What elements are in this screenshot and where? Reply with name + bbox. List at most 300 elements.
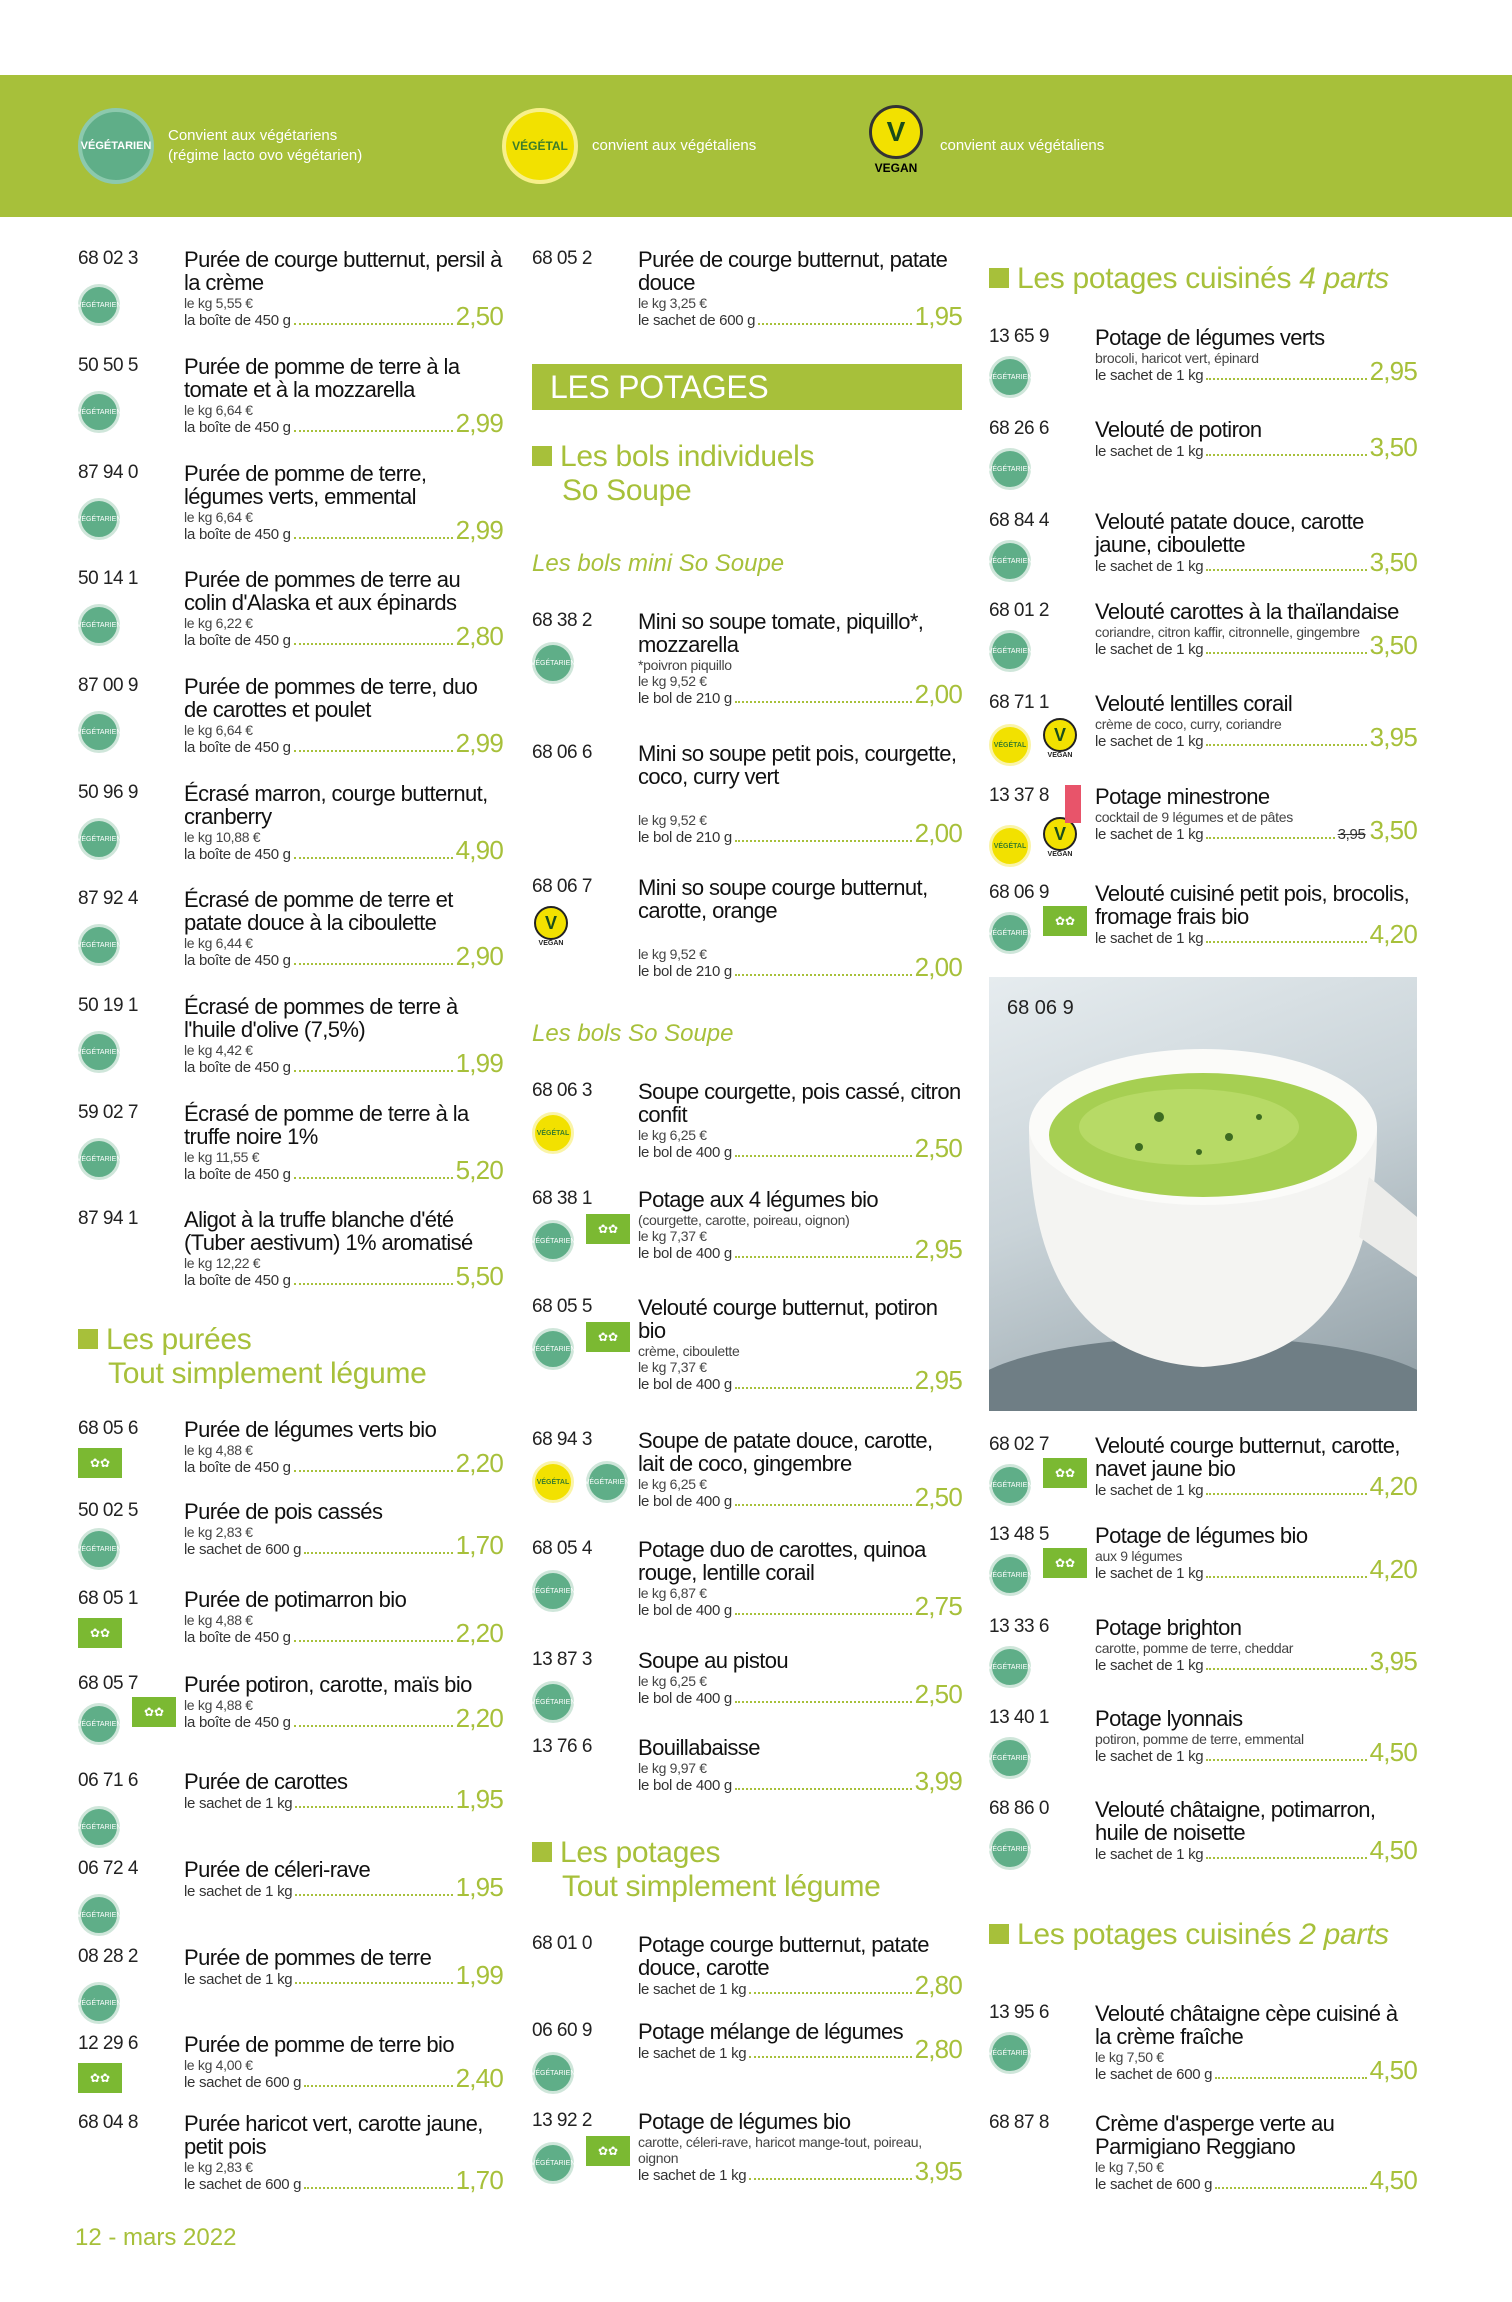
product-code: 50 02 5	[78, 1500, 138, 1521]
price-row	[184, 837, 503, 863]
product-unit: la boîte de 450 g	[184, 1629, 291, 1646]
vegetarien-icon: VÉGÉTARIEN	[989, 1464, 1031, 1506]
price-row	[184, 2065, 503, 2091]
product-unit: la boîte de 450 g	[184, 1166, 291, 1183]
product-code: 68 05 2	[532, 248, 592, 269]
product-name: Velouté courge butternut, potiron bio	[638, 1295, 938, 1343]
product-note: crème, ciboulette	[638, 1343, 740, 1359]
product-code: 68 02 7	[989, 1434, 1049, 1455]
product-name: Velouté de potiron	[1095, 417, 1262, 442]
vegan-icon: V VEGAN	[532, 906, 570, 952]
vegetarien-icon: VÉGÉTARIEN	[989, 1737, 1031, 1779]
product-price: 4,20	[1369, 1471, 1417, 1501]
product-name: Crème d'asperge verte au Parmigiano Reggiano	[1095, 2111, 1335, 2159]
product-code: 68 05 1	[78, 1588, 138, 1609]
product-unit: le sachet de 1 kg	[184, 1971, 293, 1988]
product-note: carotte, céleri-rave, haricot mange-tout, poireau, oignon	[638, 2134, 922, 2166]
page-number: 12	[75, 2224, 102, 2251]
product-price: 4,50	[1369, 1737, 1417, 1767]
product-price: 1,95	[914, 301, 962, 331]
price-row	[638, 1367, 962, 1393]
price-row	[638, 1135, 962, 1161]
product-name: Purée de courge butternut, patate douce	[638, 247, 948, 295]
page-footer	[75, 2224, 236, 2252]
price-row	[1095, 434, 1417, 460]
vegetarien-icon: VÉGÉTARIEN	[532, 2052, 574, 2094]
product-price: 1,99	[455, 1048, 503, 1078]
product-price-per-kg: le kg 5,55 €	[184, 295, 253, 311]
product-code: 06 72 4	[78, 1858, 138, 1879]
product-name: Purée de céleri-rave	[184, 1857, 371, 1882]
promo-marker	[1065, 785, 1081, 823]
product-name: Potage minestrone	[1095, 784, 1270, 809]
vegetarien-icon: VÉGÉTARIEN	[532, 1681, 574, 1723]
product-price: 4,50	[1369, 2165, 1417, 2195]
product-name: Écrasé de pomme de terre et patate douce à la ciboulette	[184, 887, 453, 935]
product-code: 68 04 8	[78, 2112, 138, 2133]
product-name: Potage aux 4 légumes bio	[638, 1187, 878, 1212]
product-price: 5,50	[455, 1261, 503, 1291]
product-code: 13 87 3	[532, 1649, 592, 1670]
vegetarien-icon: VÉGÉTARIEN	[78, 1806, 120, 1848]
subsection-mini-so-soupe: Les bols mini So Soupe	[532, 550, 785, 577]
vegetarien-icon: VÉGÉTARIEN	[989, 912, 1031, 954]
product-code: 68 86 0	[989, 1798, 1049, 1819]
product-code: 13 95 6	[989, 2002, 1049, 2023]
product-code: 59 02 7	[78, 1102, 138, 1123]
product-name: Velouté cuisiné petit pois, brocolis, fromage frais bio	[1095, 881, 1410, 929]
product-code: 50 50 5	[78, 355, 138, 376]
product-price: 2,90	[455, 941, 503, 971]
product-code: 13 40 1	[989, 1707, 1049, 1728]
product-note: brocoli, haricot vert, épinard	[1095, 350, 1259, 366]
product-unit: le sachet de 1 kg	[1095, 826, 1204, 843]
product-name: Soupe au pistou	[638, 1648, 789, 1673]
price-row	[1095, 2057, 1417, 2083]
product-name: Potage lyonnais	[1095, 1706, 1243, 1731]
bio-label-icon: ✿✿	[1043, 906, 1087, 936]
product-name: Mini so soupe tomate, piquillo*, mozzarella	[638, 609, 924, 657]
price-row	[184, 1874, 503, 1900]
product-unit: le sachet de 1 kg	[1095, 1846, 1204, 1863]
vegetarien-icon: VÉGÉTARIEN	[532, 1220, 574, 1262]
bio-label-icon: ✿✿	[1043, 1458, 1087, 1488]
product-price: 2,80	[455, 621, 503, 651]
product-price-per-kg: le kg 6,64 €	[184, 402, 253, 418]
product-code: 68 02 3	[78, 248, 138, 269]
vegetal-icon: VÉGÉTAL	[532, 1461, 574, 1503]
product-code: 68 87 8	[989, 2112, 1049, 2133]
product-price-per-kg: le kg 6,64 €	[184, 722, 253, 738]
vegetarien-icon: VÉGÉTARIEN	[78, 924, 120, 966]
price-row	[184, 2167, 503, 2193]
product-unit: la boîte de 450 g	[184, 1272, 291, 1289]
product-price: 1,99	[455, 1960, 503, 1990]
section-title-line-2: Tout simplement légume	[108, 1357, 427, 1390]
product-price-per-kg: le kg 9,97 €	[638, 1760, 707, 1776]
product-unit: la boîte de 450 g	[184, 1459, 291, 1476]
product-price: 3,95	[914, 2156, 962, 2186]
product-unit: le sachet de 1 kg	[184, 1883, 293, 1900]
product-name: Purée de légumes verts bio	[184, 1417, 437, 1442]
price-row	[638, 2036, 962, 2062]
product-code: 68 71 1	[989, 692, 1049, 713]
product-note: potiron, pomme de terre, emmental	[1095, 1731, 1304, 1747]
product-unit: le sachet de 600 g	[184, 2074, 302, 2091]
product-name: Purée de pommes de terre au colin d'Alaska et aux épinards	[184, 567, 461, 615]
product-code: 13 48 5	[989, 1524, 1049, 1545]
product-price: 2,95	[914, 1234, 962, 1264]
product-code: 13 92 2	[532, 2110, 592, 2131]
product-code: 68 05 7	[78, 1673, 138, 1694]
product-price: 1,70	[455, 2165, 503, 2195]
section-title-line-1: Les purées	[106, 1323, 252, 1356]
product-price: 3,50	[1369, 815, 1417, 845]
product-name: Écrasé de pommes de terre à l'huile d'olive (7,5%)	[184, 994, 458, 1042]
product-code: 08 28 2	[78, 1946, 138, 1967]
price-row	[184, 1050, 503, 1076]
bio-label-icon: ✿✿	[586, 1214, 630, 1244]
product-note: carotte, pomme de terre, cheddar	[1095, 1640, 1294, 1656]
price-row	[1095, 632, 1417, 658]
legend-banner	[0, 75, 1512, 217]
product-price-per-kg: le kg 12,22 €	[184, 1255, 261, 1271]
section-title-line-1: Les potages cuisinés	[1017, 262, 1292, 295]
product-price-per-kg: le kg 7,50 €	[1095, 2049, 1164, 2065]
product-price: 2,50	[914, 1133, 962, 1163]
price-row	[184, 623, 503, 649]
product-unit: le sachet de 1 kg	[638, 1981, 747, 1998]
price-row	[638, 2158, 962, 2184]
product-unit: la boîte de 450 g	[184, 1059, 291, 1076]
product-price: 3,50	[1369, 432, 1417, 462]
product-name: Potage courge butternut, patate douce, carotte	[638, 1932, 929, 1980]
price-row	[184, 1620, 503, 1646]
price-row	[1095, 817, 1417, 843]
price-row	[184, 1450, 503, 1476]
section-title-line-1: Les potages	[560, 1836, 721, 1869]
product-code: 06 60 9	[532, 2020, 592, 2041]
product-code: 68 01 2	[989, 600, 1049, 621]
product-unit: le sachet de 600 g	[1095, 2066, 1213, 2083]
price-row	[184, 1157, 503, 1183]
product-unit: la boîte de 450 g	[184, 1714, 291, 1731]
product-unit: la boîte de 450 g	[184, 419, 291, 436]
product-price-per-kg: le kg 6,25 €	[638, 1673, 707, 1689]
price-row	[1095, 2167, 1417, 2193]
product-name: Purée de pomme de terre bio	[184, 2032, 454, 2057]
price-row	[1095, 1556, 1417, 1582]
product-name: Purée de pois cassés	[184, 1499, 383, 1524]
product-price-per-kg: le kg 4,88 €	[184, 1697, 253, 1713]
price-row	[1095, 549, 1417, 575]
product-code: 68 06 6	[532, 742, 592, 763]
vegetarien-icon: VÉGÉTARIEN	[78, 1982, 120, 2024]
vegetarien-icon: VÉGÉTARIEN	[78, 108, 154, 184]
vegetarien-icon: VÉGÉTARIEN	[532, 1328, 574, 1370]
product-price: 2,20	[455, 1448, 503, 1478]
product-code: 13 65 9	[989, 326, 1049, 347]
product-code: 13 37 8	[989, 785, 1049, 806]
old-price: 3,95	[1337, 826, 1366, 843]
product-price-per-kg: le kg 6,25 €	[638, 1476, 707, 1492]
product-price: 1,95	[455, 1872, 503, 1902]
vegetarien-icon: VÉGÉTARIEN	[78, 1894, 120, 1936]
product-unit: le sachet de 1 kg	[1095, 733, 1204, 750]
price-row	[638, 1593, 962, 1619]
product-note: *poivron piquillo	[638, 657, 732, 673]
product-price: 2,50	[914, 1482, 962, 1512]
product-code: 13 33 6	[989, 1616, 1049, 1637]
product-price: 4,20	[1369, 1554, 1417, 1584]
product-unit: le bol de 210 g	[638, 963, 732, 980]
vegetal-icon: VÉGÉTAL	[532, 1112, 574, 1154]
price-row	[1095, 724, 1417, 750]
product-price-per-kg: le kg 4,00 €	[184, 2057, 253, 2073]
product-code: 87 92 4	[78, 888, 138, 909]
product-code: 68 26 6	[989, 418, 1049, 439]
vegetarien-icon: VÉGÉTARIEN	[586, 1461, 628, 1503]
product-unit: le bol de 400 g	[638, 1144, 732, 1161]
product-code: 68 06 9	[989, 882, 1049, 903]
product-price: 4,20	[1369, 919, 1417, 949]
product-price: 2,95	[1369, 356, 1417, 386]
price-row	[184, 517, 503, 543]
product-price: 3,95	[1369, 722, 1417, 752]
product-unit: la boîte de 450 g	[184, 739, 291, 756]
product-code: 68 38 1	[532, 1188, 592, 1209]
product-unit: le sachet de 1 kg	[1095, 1657, 1204, 1674]
price-row	[184, 1962, 503, 1988]
product-price: 2,95	[914, 1365, 962, 1395]
product-unit: le bol de 210 g	[638, 690, 732, 707]
product-name: Écrasé de pomme de terre à la truffe noire 1%	[184, 1101, 469, 1149]
vegetarien-icon: VÉGÉTARIEN	[78, 1138, 120, 1180]
price-row	[184, 1263, 503, 1289]
price-row	[184, 943, 503, 969]
product-code: 68 94 3	[532, 1429, 592, 1450]
product-price: 1,95	[455, 1784, 503, 1814]
section-bar-les-potages: LES POTAGES	[532, 364, 962, 410]
vegetarien-icon: VÉGÉTARIEN	[989, 1554, 1031, 1596]
product-name: Velouté châtaigne, potimarron, huile de noisette	[1095, 1797, 1376, 1845]
product-unit: le sachet de 1 kg	[184, 1795, 293, 1812]
section-title-parts: 4 parts	[1299, 262, 1389, 295]
vegan-icon: V VEGAN	[866, 105, 926, 187]
section-title	[989, 262, 1389, 296]
product-price-per-kg: le kg 7,37 €	[638, 1228, 707, 1244]
vegetarien-icon: VÉGÉTARIEN	[532, 1570, 574, 1612]
product-code: 50 19 1	[78, 995, 138, 1016]
price-row	[638, 681, 962, 707]
product-price-per-kg: le kg 4,42 €	[184, 1042, 253, 1058]
product-name: Potage duo de carottes, quinoa rouge, lentille corail	[638, 1537, 926, 1585]
product-name: Potage de légumes verts	[1095, 325, 1325, 350]
product-code: 12 29 6	[78, 2033, 138, 2054]
product-price: 2,50	[914, 1679, 962, 1709]
vegetarien-icon: VÉGÉTARIEN	[78, 1703, 120, 1745]
product-code: 87 94 0	[78, 462, 138, 483]
product-code: 68 05 4	[532, 1538, 592, 1559]
product-price-per-kg: le kg 7,50 €	[1095, 2159, 1164, 2175]
legend-vegan-text: convient aux végétaliens	[940, 137, 1105, 154]
price-row	[638, 954, 962, 980]
product-unit: le sachet de 600 g	[1095, 2176, 1213, 2193]
product-price: 2,99	[455, 515, 503, 545]
section-title-line-2: Tout simplement légume	[562, 1870, 881, 1903]
product-unit: le bol de 400 g	[638, 1245, 732, 1262]
price-row	[638, 303, 962, 329]
product-unit: le sachet de 1 kg	[638, 2167, 747, 2184]
price-row	[1095, 358, 1417, 384]
product-price: 2,50	[455, 301, 503, 331]
product-price: 2,99	[455, 728, 503, 758]
product-code: 68 84 4	[989, 510, 1049, 531]
product-price: 1,70	[455, 1530, 503, 1560]
product-price-per-kg: le kg 4,88 €	[184, 1612, 253, 1628]
product-price-per-kg: le kg 6,64 €	[184, 509, 253, 525]
price-row	[184, 1786, 503, 1812]
product-unit: le bol de 400 g	[638, 1493, 732, 1510]
product-price-per-kg: le kg 2,83 €	[184, 1524, 253, 1540]
product-price-per-kg: le kg 6,87 €	[638, 1585, 707, 1601]
product-name: Purée de potimarron bio	[184, 1587, 407, 1612]
legend-vegetal-text: convient aux végétaliens	[592, 137, 757, 154]
bio-label-icon: ✿✿	[78, 1448, 122, 1478]
product-unit: la boîte de 450 g	[184, 526, 291, 543]
price-row	[184, 1705, 503, 1731]
legend-vegetal	[502, 75, 756, 217]
product-name: Velouté patate douce, carotte jaune, ciboulette	[1095, 509, 1364, 557]
soup-bowl-illustration	[989, 977, 1417, 1411]
product-name: Écrasé marron, courge butternut, cranberry	[184, 781, 488, 829]
product-price: 3,50	[1369, 630, 1417, 660]
product-price: 4,90	[455, 835, 503, 865]
vegetarien-icon: VÉGÉTARIEN	[989, 1828, 1031, 1870]
product-price: 2,00	[914, 952, 962, 982]
section-title	[532, 440, 814, 508]
product-name: Purée de pomme de terre, légumes verts, emmental	[184, 461, 427, 509]
product-name: Purée de pomme de terre à la tomate et à la mozzarella	[184, 354, 460, 402]
product-price-per-kg: le kg 6,22 €	[184, 615, 253, 631]
vegetarien-icon: VÉGÉTARIEN	[989, 540, 1031, 582]
product-unit: le bol de 400 g	[638, 1602, 732, 1619]
product-unit: le sachet de 1 kg	[1095, 641, 1204, 658]
bio-label-icon: ✿✿	[1043, 1548, 1087, 1578]
product-name: Aligot à la truffe blanche d'été (Tuber aestivum) 1% aromatisé	[184, 1207, 473, 1255]
product-note: cocktail de 9 légumes et de pâtes	[1095, 809, 1293, 825]
product-price: 2,20	[455, 1703, 503, 1733]
product-name: Purée potiron, carotte, maïs bio	[184, 1672, 472, 1697]
vegetal-icon: VÉGÉTAL	[989, 825, 1031, 867]
product-unit: le sachet de 1 kg	[1095, 930, 1204, 947]
vegetarien-icon: VÉGÉTARIEN	[989, 2032, 1031, 2074]
vegetarien-icon: VÉGÉTARIEN	[78, 498, 120, 540]
product-code: 68 01 0	[532, 1933, 592, 1954]
product-price-per-kg: le kg 3,25 €	[638, 295, 707, 311]
product-unit: la boîte de 450 g	[184, 632, 291, 649]
product-unit: le sachet de 1 kg	[1095, 367, 1204, 384]
vegetal-icon: VÉGÉTAL	[502, 108, 578, 184]
price-row	[1095, 1837, 1417, 1863]
product-unit: le sachet de 600 g	[184, 1541, 302, 1558]
bio-label-icon: ✿✿	[586, 1322, 630, 1352]
section-title-line-1: Les bols individuels	[560, 440, 815, 473]
price-row	[638, 1236, 962, 1262]
product-code: 68 06 3	[532, 1080, 592, 1101]
product-name: Velouté courge butternut, carotte, navet jaune bio	[1095, 1433, 1400, 1481]
product-unit: la boîte de 450 g	[184, 952, 291, 969]
product-price: 3,95	[1369, 1646, 1417, 1676]
product-price-per-kg: le kg 10,88 €	[184, 829, 261, 845]
section-title-line-1: Les potages cuisinés	[1017, 1918, 1292, 1951]
section-title	[989, 1918, 1389, 1952]
product-unit: la boîte de 450 g	[184, 846, 291, 863]
vegetarien-icon: VÉGÉTARIEN	[989, 1646, 1031, 1688]
product-price: 4,50	[1369, 1835, 1417, 1865]
price-row	[638, 1972, 962, 1998]
product-name: Bouillabaisse	[638, 1735, 760, 1760]
price-row	[1095, 1648, 1417, 1674]
price-row	[638, 1484, 962, 1510]
vegetarien-icon: VÉGÉTARIEN	[78, 604, 120, 646]
subsection-bols-so-soupe: Les bols So Soupe	[532, 1020, 734, 1047]
vegetal-icon: VÉGÉTAL	[989, 724, 1031, 766]
product-price-per-kg: le kg 6,44 €	[184, 935, 253, 951]
legend-vegetarien-text-1: Convient aux végétariens	[168, 127, 338, 144]
product-unit: le sachet de 1 kg	[1095, 558, 1204, 575]
product-price: 2,75	[914, 1591, 962, 1621]
product-note: crème de coco, curry, coriandre	[1095, 716, 1282, 732]
product-price: 2,00	[914, 818, 962, 848]
product-name: Soupe de patate douce, carotte, lait de coco, gingembre	[638, 1428, 933, 1476]
bio-label-icon: ✿✿	[586, 2136, 630, 2166]
vegetarien-icon: VÉGÉTARIEN	[78, 1528, 120, 1570]
section-title	[78, 1323, 427, 1391]
product-code: 87 00 9	[78, 675, 138, 696]
product-code: 68 05 6	[78, 1418, 138, 1439]
product-price: 2,40	[455, 2063, 503, 2093]
product-name: Purée haricot vert, carotte jaune, petit pois	[184, 2111, 483, 2159]
price-row	[184, 410, 503, 436]
product-unit: le sachet de 1 kg	[1095, 1565, 1204, 1582]
product-unit: le sachet de 1 kg	[1095, 1482, 1204, 1499]
product-price: 2,80	[914, 1970, 962, 2000]
vegan-icon: V VEGAN	[1041, 718, 1079, 764]
product-unit: le sachet de 600 g	[184, 2176, 302, 2193]
product-code: 68 06 7	[532, 876, 592, 897]
product-unit: la boîte de 450 g	[184, 312, 291, 329]
product-name: Soupe courgette, pois cassé, citron confit	[638, 1079, 961, 1127]
product-name: Potage de légumes bio	[1095, 1523, 1308, 1548]
product-price-per-kg: le kg 4,88 €	[184, 1442, 253, 1458]
product-name: Potage de légumes bio	[638, 2109, 851, 2134]
price-row	[638, 820, 962, 846]
product-price: 2,80	[914, 2034, 962, 2064]
legend-vegetarien	[78, 75, 362, 217]
product-name: Purée de carottes	[184, 1769, 348, 1794]
vegetarien-icon: VÉGÉTARIEN	[532, 642, 574, 684]
section-title-parts: 2 parts	[1299, 1918, 1389, 1951]
product-price-per-kg: le kg 9,52 €	[638, 673, 707, 689]
section-title	[532, 1836, 881, 1904]
product-price-per-kg: le kg 2,83 €	[184, 2159, 253, 2175]
product-code: 87 94 1	[78, 1208, 138, 1229]
product-name: Velouté carottes à la thaïlandaise	[1095, 599, 1399, 624]
vegetarien-icon: VÉGÉTARIEN	[78, 391, 120, 433]
product-name: Velouté châtaigne cèpe cuisiné à la crème fraîche	[1095, 2001, 1398, 2049]
page-date: - mars 2022	[101, 2224, 237, 2251]
